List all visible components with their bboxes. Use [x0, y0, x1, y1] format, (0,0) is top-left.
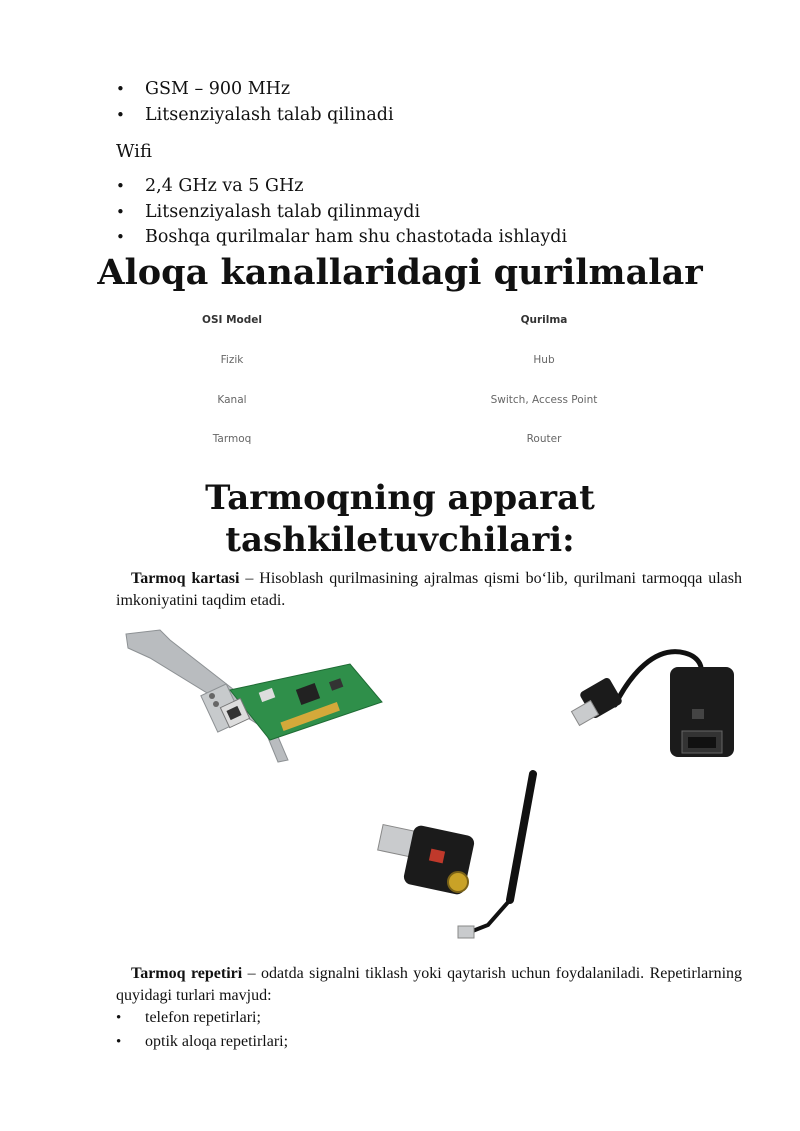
list-item: • GSM – 900 MHz — [116, 77, 394, 103]
list-item: • 2,4 GHz va 5 GHz — [116, 174, 567, 200]
osi-header-device: Qurilma — [520, 314, 568, 326]
list-item: • telefon repetirlari; — [116, 1006, 288, 1030]
usb-wifi-adapter-image — [378, 770, 543, 945]
wifi-list — [116, 174, 567, 251]
table-cell: Switch, Access Point — [490, 394, 598, 406]
wifi-heading: Wifi — [116, 141, 152, 162]
term: Tarmoq repetiri — [131, 965, 243, 982]
list-item: • Boshqa qurilmalar ham shu chastotada ishlaydi — [116, 225, 567, 251]
gsm-list — [116, 77, 394, 128]
section-title-hardware — [0, 477, 800, 561]
definition: – odatda signalni tiklash yoki qaytarish uchun foydalaniladi. Repetirlarning quyidagi turlari mavjud: — [116, 965, 743, 1004]
title-line: tashkiletuvchilari: — [225, 520, 575, 560]
list-item: • Litsenziyalash talab qilinmaydi — [116, 200, 567, 226]
table-cell: Hub — [533, 354, 555, 366]
list-item: • Litsenziyalash talab qilinadi — [116, 103, 394, 129]
repeater-paragraph — [116, 963, 742, 1007]
table-cell: Fizik — [220, 354, 244, 366]
osi-header-model: OSI Model — [202, 314, 262, 326]
table-cell: Tarmoq — [212, 433, 252, 445]
repeater-list — [116, 1006, 288, 1054]
definition: – Hisoblash qurilmasining ajralmas qismi bo‘lib, qurilmani tarmoqqa ulash imkoniyatini taqdim etadi. — [116, 570, 743, 609]
table-cell: Kanal — [217, 394, 247, 406]
pcie-network-card-image — [120, 628, 390, 763]
section-title-devices: Aloqa kanallaridagi qurilmalar — [97, 252, 703, 293]
table-cell: Router — [526, 433, 562, 445]
usb-ethernet-adapter-image — [570, 645, 745, 765]
title-line: Tarmoqning apparat — [205, 478, 595, 518]
nic-paragraph — [116, 568, 742, 612]
term: Tarmoq kartasi — [131, 570, 240, 587]
list-item: • optik aloqa repetirlari; — [116, 1030, 288, 1054]
